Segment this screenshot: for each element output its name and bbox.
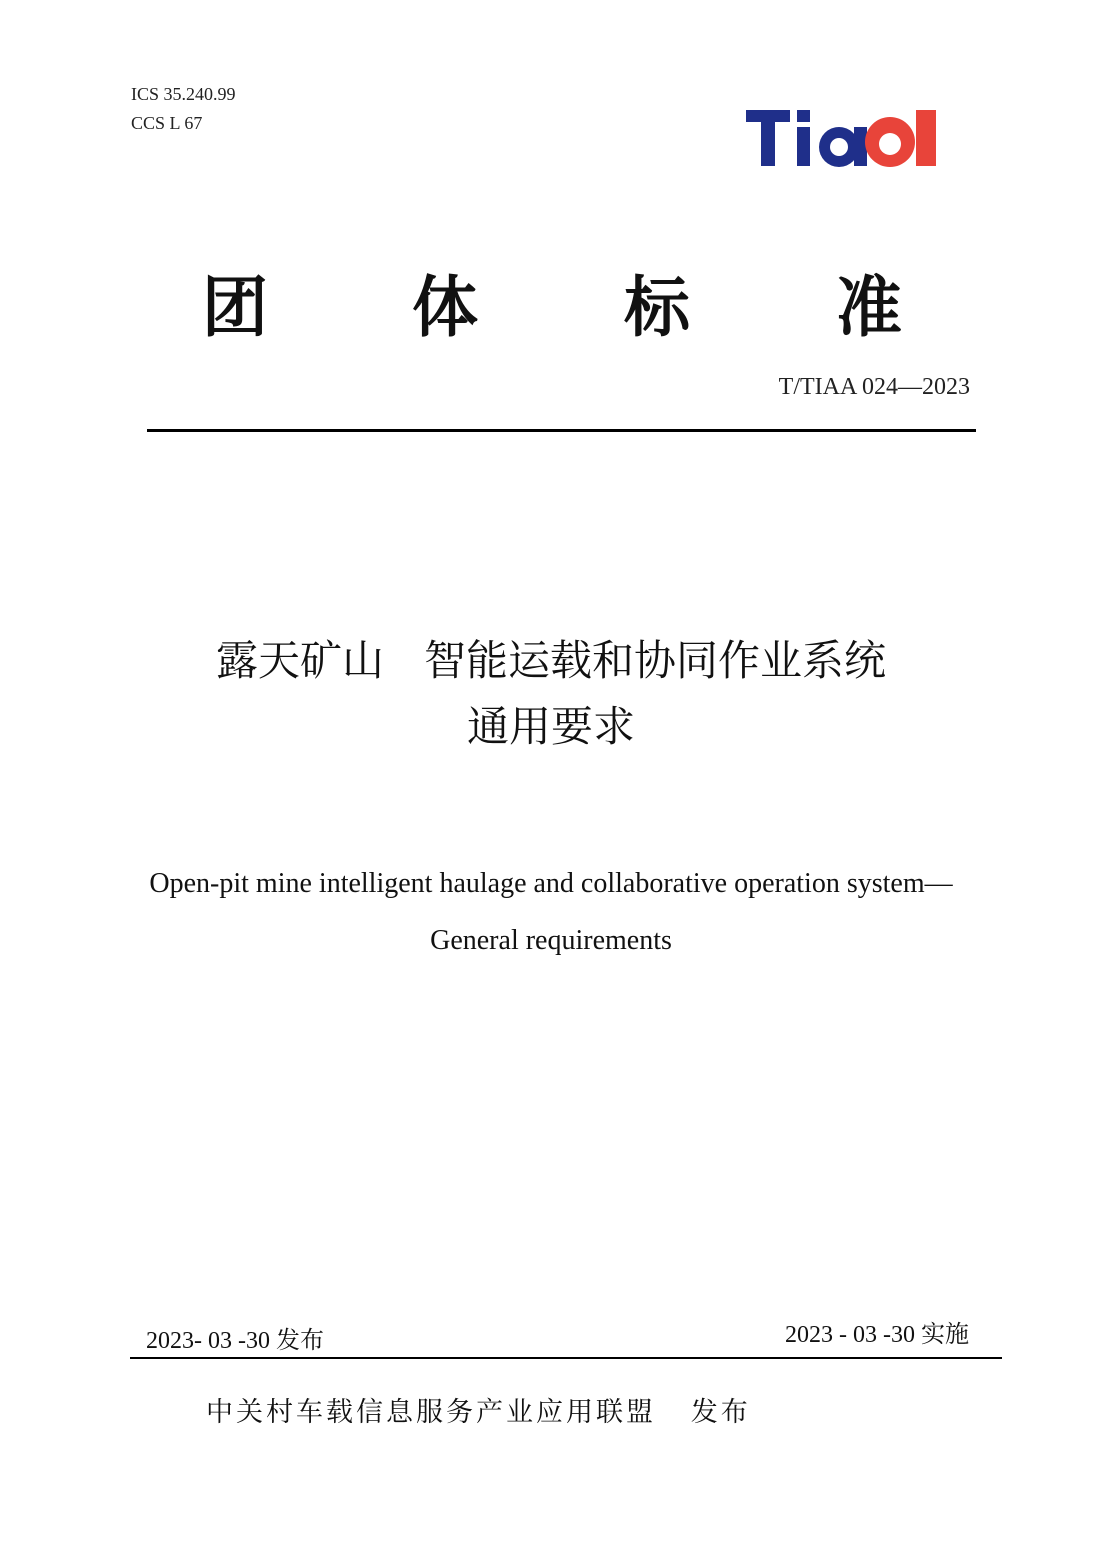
publisher-name: 中关村车载信息服务产业应用联盟 发布 xyxy=(206,1397,751,1428)
title-char-2: 体 xyxy=(412,269,478,346)
title-char-3: 标 xyxy=(624,269,690,346)
english-title-line-1: Open-pit mine intelligent haulage and collaborative operation system— xyxy=(149,868,953,899)
standard-number: T/TIAA 024—2023 xyxy=(778,374,970,400)
title-char-4: 准 xyxy=(836,269,902,346)
logo-text: TIAA xyxy=(744,100,747,101)
chinese-title-line-2: 通用要求 xyxy=(466,702,635,751)
english-title-line-2: General requirements xyxy=(430,925,672,956)
bottom-divider xyxy=(130,1357,1002,1359)
top-divider xyxy=(147,429,976,432)
tiaa-logo xyxy=(744,100,940,172)
implementation-date: 2023 - 03 -30 实施 xyxy=(785,1322,969,1348)
title-char-1: 团 xyxy=(202,269,268,346)
ics-code: ICS 35.240.99 xyxy=(131,84,236,104)
chinese-title-line-1: 露天矿山 智能运载和协同作业系统 xyxy=(215,636,887,685)
document-type-title xyxy=(0,268,1102,348)
publish-date: 2023- 03 -30 发布 xyxy=(146,1328,324,1354)
ccs-code: CCS L 67 xyxy=(131,113,203,133)
